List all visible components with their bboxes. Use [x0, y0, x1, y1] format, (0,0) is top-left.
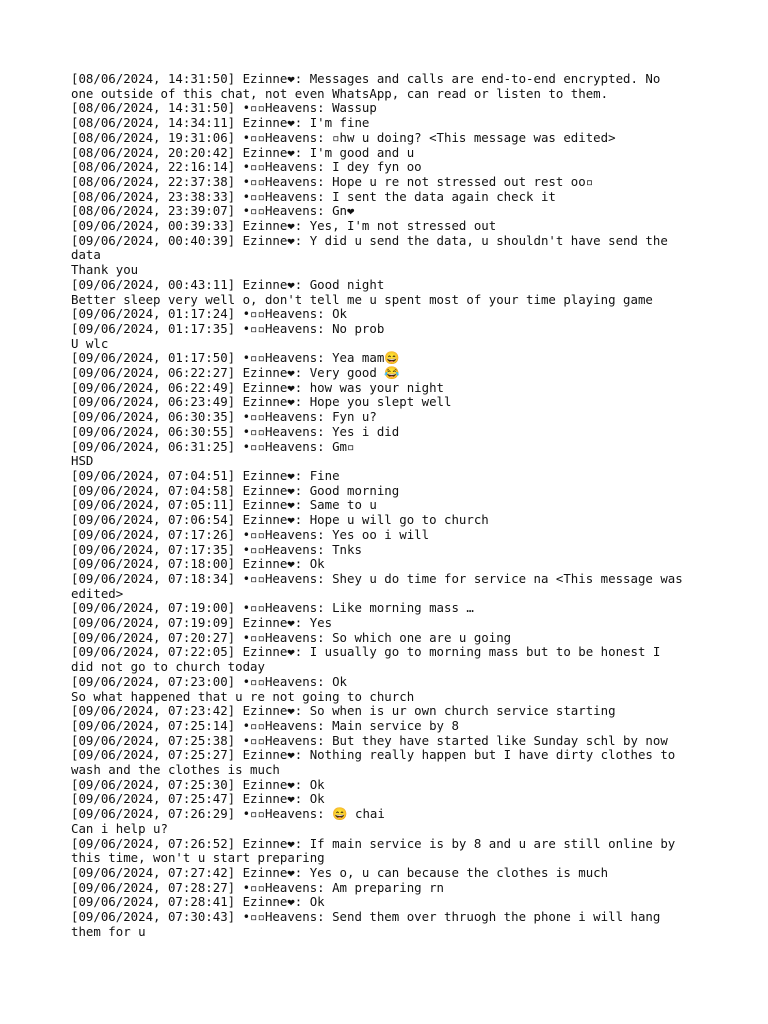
transcript-line: [09/06/2024, 07:18:34] •▫▫Heavens: Shey u do time for service na <This message was — [71, 570, 683, 586]
transcript-line: [09/06/2024, 06:22:49] Ezinne❤: how was your night — [71, 379, 444, 395]
transcript-line: [09/06/2024, 07:28:41] Ezinne❤: Ok — [71, 894, 325, 910]
transcript-line: [08/06/2024, 14:31:50] •▫▫Heavens: Wassup — [71, 100, 377, 116]
transcript-line: edited> — [71, 585, 124, 601]
transcript-line: [08/06/2024, 23:39:07] •▫▫Heavens: Gn❤ — [71, 203, 355, 219]
transcript-line: [09/06/2024, 01:17:24] •▫▫Heavens: Ok — [71, 306, 348, 322]
transcript-line: wash and the clothes is much — [71, 762, 280, 778]
transcript-line: [08/06/2024, 14:34:11] Ezinne❤: I'm fine — [71, 115, 370, 131]
transcript-line: [09/06/2024, 07:23:42] Ezinne❤: So when is ur own church service starting — [71, 703, 616, 719]
transcript-line: Thank you — [71, 262, 139, 278]
transcript-line: [09/06/2024, 07:30:43] •▫▫Heavens: Send them over thruogh the phone i will hang — [71, 909, 661, 925]
transcript-line: [08/06/2024, 23:38:33] •▫▫Heavens: I sent the data again check it — [71, 188, 556, 204]
transcript-line: So what happened that u re not going to church — [71, 688, 415, 704]
transcript-line: [09/06/2024, 07:06:54] Ezinne❤: Hope u will go to church — [71, 512, 489, 528]
transcript-line: [09/06/2024, 07:17:35] •▫▫Heavens: Tnks — [71, 541, 362, 557]
transcript-line: [09/06/2024, 07:25:47] Ezinne❤: Ok — [71, 791, 325, 807]
transcript-line: one outside of this chat, not even WhatsApp, can read or listen to them. — [71, 85, 609, 101]
transcript-line: [09/06/2024, 07:18:00] Ezinne❤: Ok — [71, 556, 325, 572]
transcript-line: [09/06/2024, 07:19:00] •▫▫Heavens: Like morning mass … — [71, 600, 474, 616]
transcript-line: [09/06/2024, 07:17:26] •▫▫Heavens: Yes oo i will — [71, 526, 430, 542]
transcript-line: U wlc — [71, 335, 109, 351]
transcript-line: them for u — [71, 923, 146, 939]
transcript-line: [09/06/2024, 07:04:51] Ezinne❤: Fine — [71, 467, 340, 483]
transcript-line: [09/06/2024, 07:05:11] Ezinne❤: Same to u — [71, 497, 377, 513]
transcript-line: [09/06/2024, 07:20:27] •▫▫Heavens: So which one are u going — [71, 629, 512, 645]
transcript-line: [08/06/2024, 22:16:14] •▫▫Heavens: I dey fyn oo — [71, 159, 422, 175]
chat-transcript — [71, 72, 701, 939]
transcript-line: [09/06/2024, 07:25:30] Ezinne❤: Ok — [71, 776, 325, 792]
transcript-line: [09/06/2024, 06:22:27] Ezinne❤: Very good 😂 — [71, 365, 400, 381]
transcript-line: [09/06/2024, 07:25:27] Ezinne❤: Nothing really happen but I have dirty clothes to — [71, 747, 676, 763]
transcript-line: [09/06/2024, 06:31:25] •▫▫Heavens: Gm▫ — [71, 438, 355, 454]
transcript-line: [09/06/2024, 07:23:00] •▫▫Heavens: Ok — [71, 673, 348, 689]
transcript-line: Can i help u? — [71, 820, 168, 836]
transcript-line: [09/06/2024, 01:17:50] •▫▫Heavens: Yea mam😄 — [71, 350, 400, 366]
transcript-line: HSD — [71, 453, 94, 469]
transcript-line: [09/06/2024, 00:39:33] Ezinne❤: Yes, I'm not stressed out — [71, 218, 497, 234]
transcript-line: did not go to church today — [71, 659, 265, 675]
transcript-line: [09/06/2024, 06:30:55] •▫▫Heavens: Yes i did — [71, 423, 400, 439]
transcript-line: [08/06/2024, 19:31:06] •▫▫Heavens: ▫hw u doing? <This message was edited> — [71, 129, 616, 145]
transcript-line: data — [71, 247, 101, 263]
transcript-line: [09/06/2024, 00:40:39] Ezinne❤: Y did u send the data, u shouldn't have send the — [71, 232, 668, 248]
transcript-line: this time, won't u start preparing — [71, 850, 325, 866]
transcript-line: Better sleep very well o, don't tell me u spent most of your time playing game — [71, 291, 653, 307]
transcript-line: [09/06/2024, 07:26:29] •▫▫Heavens: 😄 chai — [71, 806, 385, 822]
transcript-line: [09/06/2024, 07:04:58] Ezinne❤: Good morning — [71, 482, 400, 498]
transcript-line: [09/06/2024, 07:25:38] •▫▫Heavens: But they have started like Sunday schl by now — [71, 732, 668, 748]
transcript-line: [08/06/2024, 14:31:50] Ezinne❤: Messages and calls are end-to-end encrypted. No — [71, 71, 661, 86]
transcript-line: [08/06/2024, 22:37:38] •▫▫Heavens: Hope u re not stressed out rest oo▫ — [71, 173, 594, 189]
transcript-line: [09/06/2024, 07:26:52] Ezinne❤: If main service is by 8 and u are still online by — [71, 835, 676, 851]
transcript-line: [09/06/2024, 07:28:27] •▫▫Heavens: Am preparing rn — [71, 879, 444, 895]
transcript-line: [09/06/2024, 06:23:49] Ezinne❤: Hope you slept well — [71, 394, 452, 410]
transcript-line: [09/06/2024, 00:43:11] Ezinne❤: Good night — [71, 276, 385, 292]
transcript-line: [09/06/2024, 06:30:35] •▫▫Heavens: Fyn u? — [71, 409, 377, 425]
transcript-line: [09/06/2024, 01:17:35] •▫▫Heavens: No prob — [71, 320, 385, 336]
transcript-line: [09/06/2024, 07:22:05] Ezinne❤: I usually go to morning mass but to be honest I — [71, 644, 661, 660]
transcript-line: [08/06/2024, 20:20:42] Ezinne❤: I'm good and u — [71, 144, 415, 160]
transcript-line: [09/06/2024, 07:27:42] Ezinne❤: Yes o, u can because the clothes is much — [71, 864, 609, 880]
transcript-line: [09/06/2024, 07:19:09] Ezinne❤: Yes — [71, 615, 333, 631]
transcript-line: [09/06/2024, 07:25:14] •▫▫Heavens: Main service by 8 — [71, 717, 459, 733]
